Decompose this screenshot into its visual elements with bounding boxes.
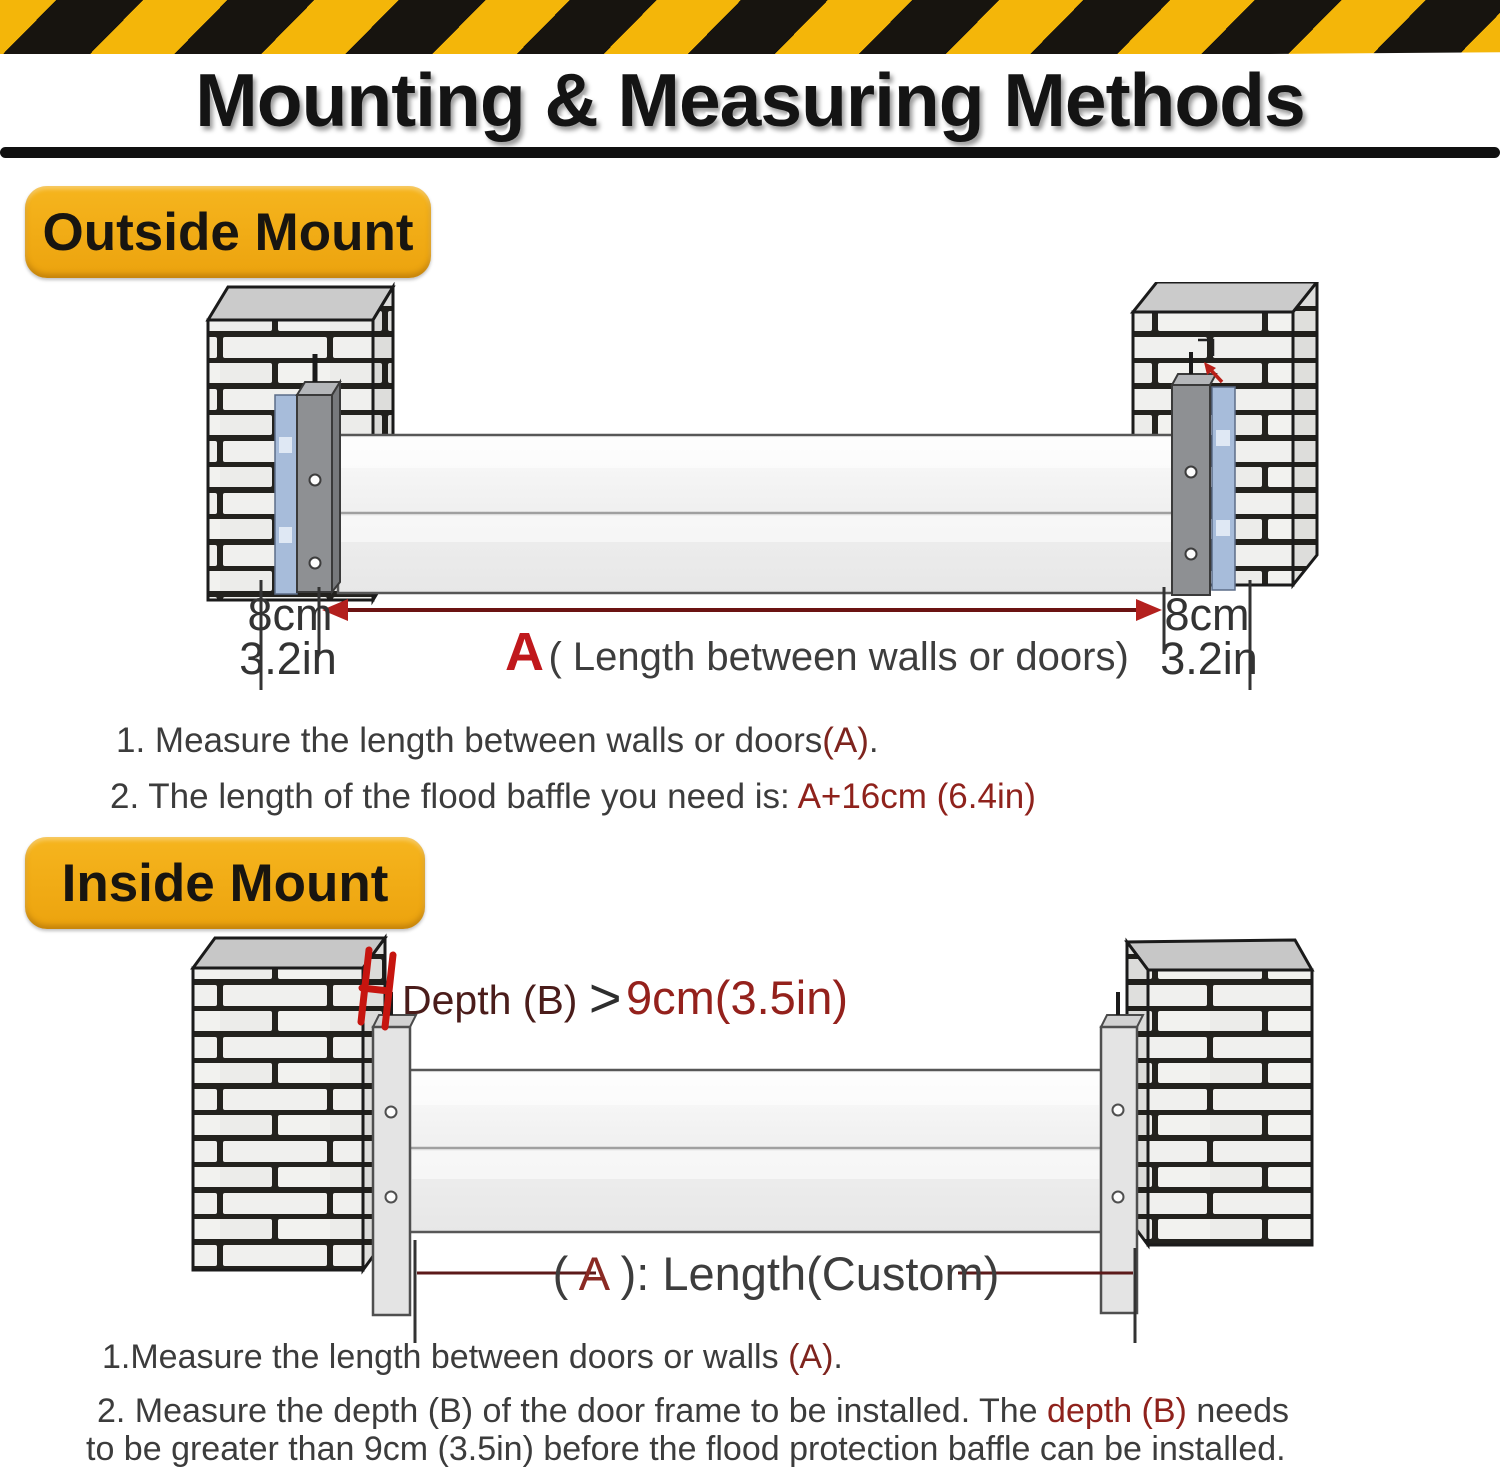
rail-right [1101,1027,1137,1313]
inside-measurements [415,1240,1135,1343]
inside-flood-baffle [409,1070,1102,1232]
screw-hole [1186,467,1197,478]
baffle-highlight-top [341,438,1171,468]
inside-step-1 [102,1338,843,1377]
outside-mount-diagram [0,282,1500,712]
outside-left-pillar-top-face [208,287,393,320]
depth-value: 9cm(3.5in) [626,971,849,1024]
inside-left-pillar-front-face [193,968,363,1270]
seal-strip-right [1212,387,1235,590]
screw-hole [386,1192,397,1203]
span-label-text: ( Length between walls or doors) [548,635,1129,679]
seal-strip-left-mark1 [279,437,292,453]
span-marker-a: A [505,622,544,682]
outside-step-1-period: . [868,721,879,760]
screw-hole [310,475,321,486]
channel-right-lid [1172,374,1216,385]
length-custom-label [553,1247,1000,1300]
rail-left [373,1027,410,1315]
seal-strip-left [275,395,297,594]
caution-tape-band [0,0,1500,54]
seal-strip-right-mark1 [1216,430,1230,446]
outside-right-pillar-side-shade [1293,282,1317,585]
inside-step-1-text: 1.Measure the length between doors or walls [102,1338,789,1376]
outside-right-channel-assembly [1172,352,1235,595]
outside-mount-badge-label: Outside Mount [42,202,414,262]
inside-mount-badge-label: Inside Mount [61,853,389,913]
outside-step-1-highlight: (A) [822,721,869,760]
outside-step-1 [116,721,879,761]
outside-mount-badge [25,186,431,278]
depth-label-text: Depth (B) [402,977,589,1023]
seal-strip-right-mark2 [1216,520,1230,536]
inside-baffle-highlight-top [412,1073,1099,1105]
dim-left-cm-label: 8cm [247,589,333,640]
screw-hole [1113,1105,1124,1116]
seal-strip-left-mark2 [279,527,292,543]
inside-step-2-line1 [97,1392,1289,1431]
outside-step-2 [110,777,1036,817]
inside-step-2-suffix: needs [1186,1392,1289,1430]
inside-step-2-line2 [86,1430,1286,1469]
inside-step-2-line2-text: to be greater than 9cm (3.5in) before the flood protection baffle can be installed. [86,1430,1286,1468]
screw-hole [1186,549,1197,560]
mounting-channel-right [1172,385,1210,595]
inside-right-pillar-top-face [1127,940,1312,970]
channel-left-side [332,382,340,592]
inside-mount-diagram [0,930,1500,1350]
inside-step-2-highlight: depth (B) [1047,1392,1187,1430]
screw-hole [1113,1192,1124,1203]
inside-step-1-period: . [833,1338,843,1376]
screw-hole [310,558,321,569]
inside-left-rail [373,992,416,1315]
baffle-highlight-bottom [341,516,1171,542]
inside-left-pillar [193,938,385,1270]
inside-step-1-highlight: (A) [788,1338,834,1376]
outside-flood-baffle [338,435,1174,593]
inside-step-2-text: 2. Measure the depth (B) of the door frame to be installed. The [97,1392,1048,1430]
caution-tape-stripes [0,0,1500,54]
inside-right-pillar [1127,940,1312,1245]
dim-left-inch-label: 3.2in [239,633,337,684]
outside-measurements [239,580,1258,690]
dim-right-cm-label: 8cm [1164,589,1250,640]
span-label [505,622,1129,682]
title-divider-bar [0,147,1500,158]
outside-step-2-highlight: A+16cm (6.4in) [797,777,1036,816]
span-arrowhead-right [1136,599,1162,621]
inside-baffle-highlight-bottom [412,1151,1099,1179]
screw-hole [386,1107,397,1118]
outside-step-1-text: 1. Measure the length between walls or doors [116,721,823,760]
length-label-rest: ): Length(Custom) [620,1247,1000,1300]
rail-right-lid [1101,1015,1143,1027]
outside-step-2-text: 2. The length of the flood baffle you need is: [110,777,798,816]
depth-label [402,966,848,1029]
length-label-open: ( [552,1247,569,1300]
inside-mount-badge [25,837,425,929]
page-title: Mounting & Measuring Methods [195,58,1305,142]
inside-right-pillar-front-face [1148,970,1312,1245]
outside-right-pillar-top-face [1133,282,1317,312]
inside-left-pillar-top-face [193,938,385,968]
inside-right-rail [1101,992,1143,1313]
length-label-a: A [578,1247,608,1300]
dim-right-inch-label: 3.2in [1160,633,1258,684]
depth-gt-sign: > [588,966,622,1029]
